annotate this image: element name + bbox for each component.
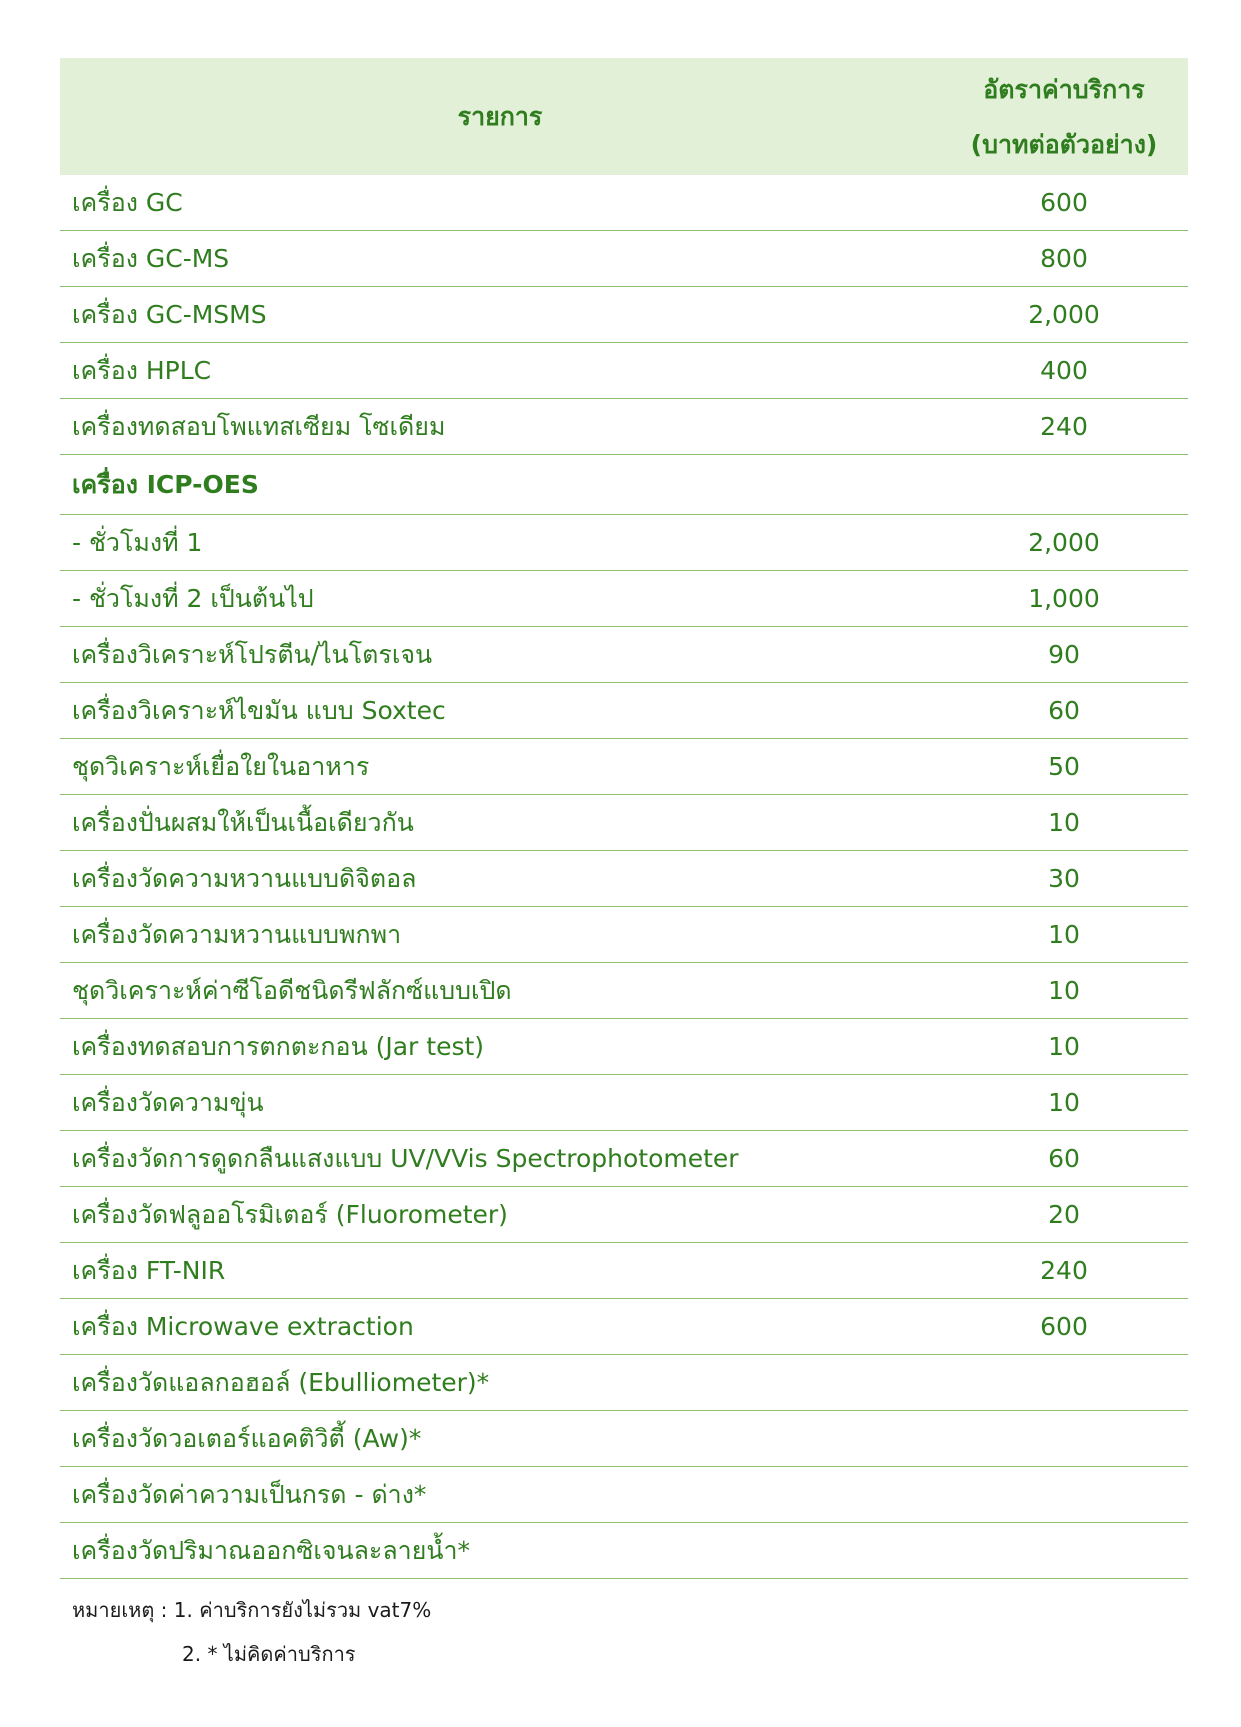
table-row [60,963,1188,1019]
row-price: 10 [1048,1032,1080,1061]
row-price: 800 [1040,244,1088,273]
footnotes [72,1588,431,1676]
row-item: ชุดวิเคราะห์เยื่อใยในอาหาร [72,751,370,781]
table-row [60,739,1188,795]
table-row [60,571,1188,627]
table-row [60,795,1188,851]
row-item: - ชั่วโมงที่ 1 [72,527,203,557]
row-price: 10 [1048,976,1080,1005]
row-item: เครื่อง GC [72,187,183,217]
row-item: เครื่องวิเคราะห์โปรตีน/ไนโตรเจน [72,639,433,669]
header-price-line2: (บาทต่อตัวอย่าง) [970,129,1158,159]
row-item: เครื่องวิเคราะห์ไขมัน แบบ Soxtec [72,695,446,725]
row-price: 400 [1040,356,1088,385]
row-price: 600 [1040,188,1088,217]
table-row [60,1243,1188,1299]
row-item: เครื่อง GC-MSMS [72,299,267,329]
row-item: เครื่องทดสอบการตกตะกอน (Jar test) [72,1031,485,1061]
row-item: - ชั่วโมงที่ 2 เป็นต้นไป [72,583,314,613]
row-item: เครื่องวัดแอลกอฮอล์ (Ebulliometer)* [72,1367,490,1397]
row-price: 10 [1048,1088,1080,1117]
table-row [60,231,1188,287]
section-title: เครื่อง ICP-OES [72,469,259,499]
row-item: เครื่องทดสอบโพแทสเซียม โซเดียม [72,411,446,441]
row-item: เครื่อง HPLC [72,355,212,385]
row-price: 30 [1048,864,1080,893]
row-item: เครื่องปั่นผสมให้เป็นเนื้อเดียวกัน [72,807,414,837]
table-row [60,1411,1188,1467]
table-row [60,399,1188,455]
row-item: เครื่อง GC-MS [72,243,230,273]
row-item: เครื่องวัดวอเตอร์แอคติวิตี้ (Aw)* [72,1423,422,1453]
table-row [60,907,1188,963]
row-price: 10 [1048,920,1080,949]
row-price: 600 [1040,1312,1088,1341]
row-price: 60 [1048,696,1080,725]
row-price: 2,000 [1028,528,1100,557]
row-price: 240 [1040,412,1088,441]
table-row [60,627,1188,683]
row-item: เครื่อง Microwave extraction [72,1311,414,1341]
footnote-1: หมายเหตุ : 1. ค่าบริการยังไม่รวม vat7% [72,1598,432,1622]
table-row [60,175,1188,231]
row-price: 2,000 [1028,300,1100,329]
table-row [60,1299,1188,1355]
table-row [60,1467,1188,1523]
row-item: ชุดวิเคราะห์ค่าซีโอดีชนิดรีฟลักซ์แบบเปิด [72,975,512,1005]
table-header [60,58,1188,175]
footnote-2: 2. * ไม่คิดค่าบริการ [182,1642,356,1666]
row-item: เครื่องวัดความขุ่น [72,1087,264,1117]
table-row [60,1075,1188,1131]
row-price: 20 [1048,1200,1080,1229]
table-row [60,1019,1188,1075]
service-rate-table [60,58,1188,1579]
row-item: เครื่องวัดปริมาณออกซิเจนละลายน้ำ* [72,1535,470,1565]
header-price-line1: อัตราค่าบริการ [983,74,1145,104]
table-row [60,1355,1188,1411]
row-item: เครื่องวัดการดูดกลืนแสงแบบ UV/VVis Spectrophotometer [72,1143,739,1173]
row-item: เครื่องวัดฟลูออโรมิเตอร์ (Fluorometer) [72,1199,508,1229]
row-price: 240 [1040,1256,1088,1285]
table-row [60,851,1188,907]
row-price: 1,000 [1028,584,1100,613]
table-row [60,1131,1188,1187]
section-row-icp-oes [60,455,1188,515]
table-row [60,343,1188,399]
row-item: เครื่อง FT-NIR [72,1255,226,1285]
row-price: 90 [1048,640,1080,669]
table-row [60,1187,1188,1243]
table-row [60,1523,1188,1579]
table-row [60,515,1188,571]
table-row [60,287,1188,343]
row-price: 60 [1048,1144,1080,1173]
row-item: เครื่องวัดค่าความเป็นกรด - ด่าง* [72,1479,427,1509]
header-item-label: รายการ [457,101,543,131]
row-item: เครื่องวัดความหวานแบบพกพา [72,919,402,949]
row-item: เครื่องวัดความหวานแบบดิจิตอล [72,863,417,893]
row-price: 10 [1048,808,1080,837]
table-row [60,683,1188,739]
row-price: 50 [1048,752,1080,781]
header-price-label [940,62,1188,172]
